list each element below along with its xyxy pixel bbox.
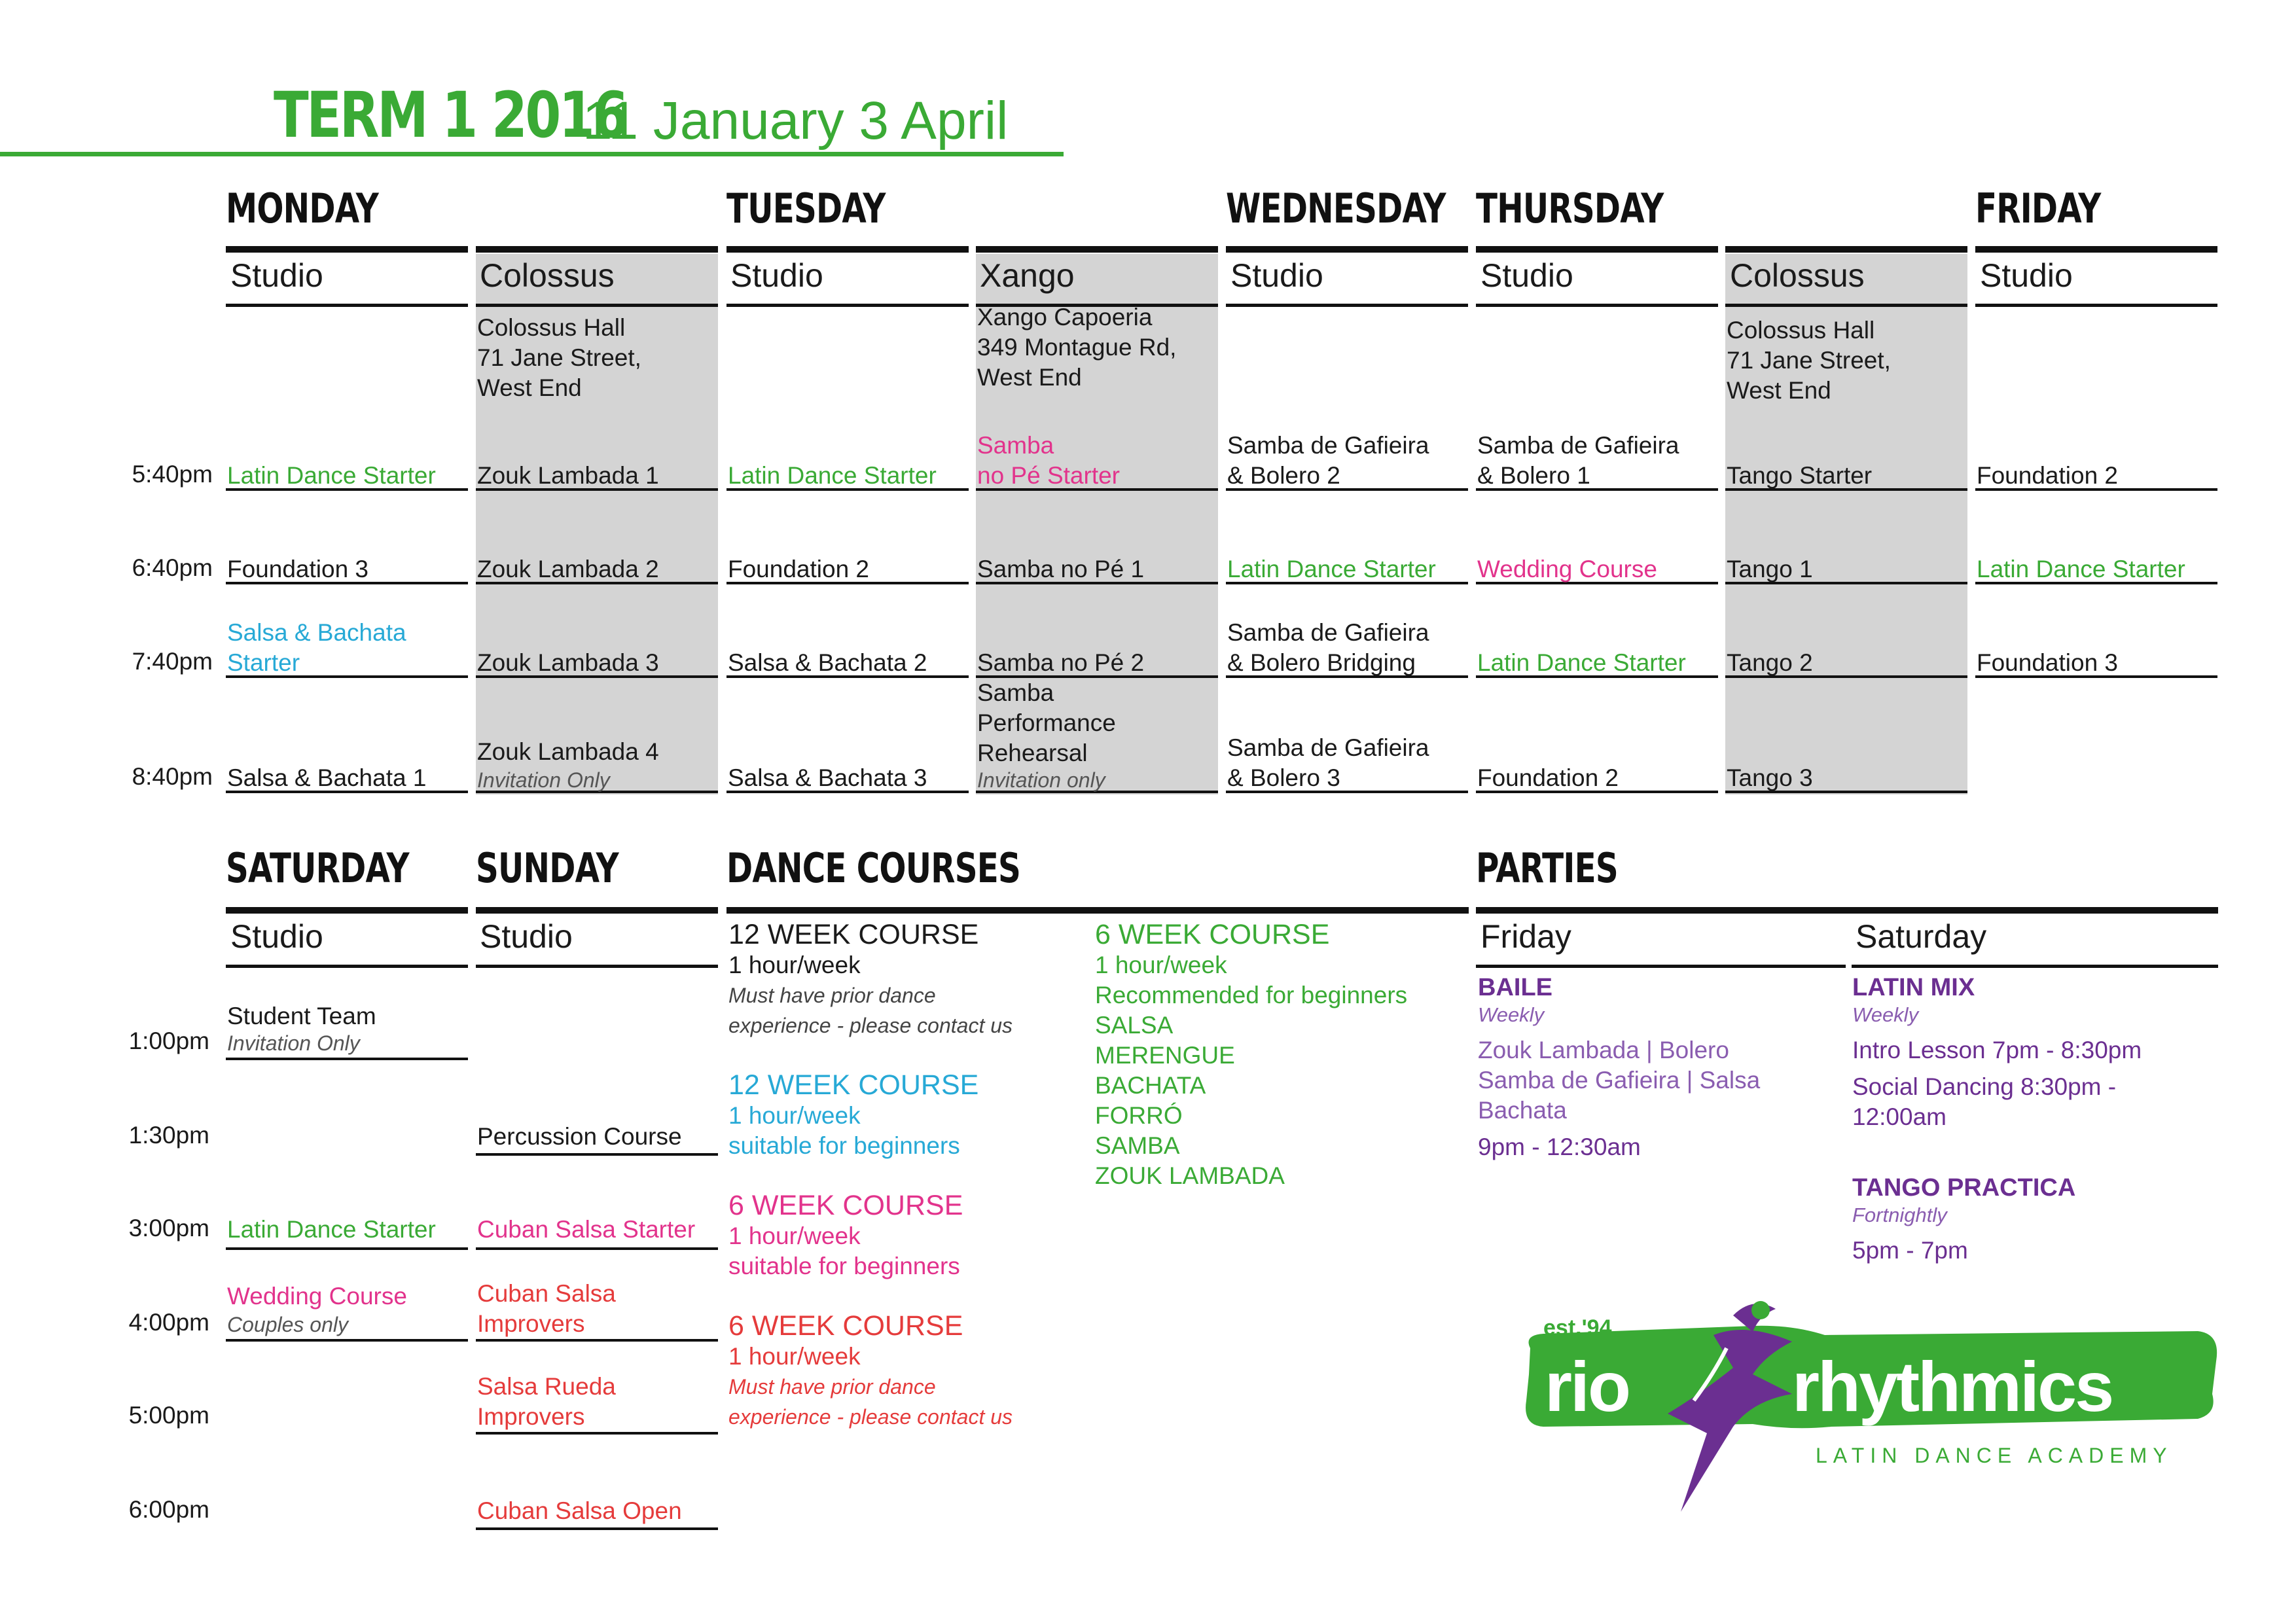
course-title: 6 WEEK COURSE <box>728 1190 963 1221</box>
class-line: Samba de Gafieira <box>1227 734 1429 761</box>
venue-colossus-thursday <box>1727 315 1891 406</box>
course-note: Recommended for beginners <box>1095 982 1408 1008</box>
venue-line: Xango Capoeria <box>977 304 1153 330</box>
course-note: Must have prior dance <box>728 984 936 1007</box>
class-line: Samba de Gafieira <box>1227 619 1429 646</box>
class-cell: Wedding Course <box>1477 556 1657 582</box>
course-hours: 1 hour/week <box>728 1222 861 1249</box>
venue-line: 71 Jane Street, <box>1727 347 1891 374</box>
class-line: Salsa Rueda <box>477 1373 616 1400</box>
col-wed-studio: Studio <box>1230 257 1323 294</box>
class-cell: Latin Dance Starter <box>1977 556 2185 582</box>
course-title: 12 WEEK COURSE <box>728 919 979 950</box>
course-style: FORRÓ <box>1095 1102 1183 1129</box>
party-styles: Zouk Lambada | Bolero <box>1478 1037 1729 1063</box>
col-mon-colossus: Colossus <box>480 257 615 294</box>
dance-courses-heading: DANCE COURSES <box>726 844 1021 892</box>
class-cell: Tango 1 <box>1727 556 1813 582</box>
rule-under-thu-colossus <box>1725 304 1967 307</box>
class-line: Cuban Salsa <box>477 1280 616 1307</box>
class-cell <box>477 1372 616 1432</box>
time-label: 3:00pm <box>128 1215 209 1241</box>
venue-line: Colossus Hall <box>477 314 626 341</box>
header-rule <box>0 152 1064 156</box>
class-line: Improvers <box>477 1403 585 1430</box>
class-cell <box>977 431 1120 491</box>
row-rule <box>476 1247 718 1250</box>
class-cell: Salsa & Bachata 2 <box>728 649 927 676</box>
class-cell: Latin Dance Starter <box>1477 649 1686 676</box>
class-cell: Foundation 2 <box>1977 462 2119 489</box>
course-note: experience - please contact us <box>728 1405 1013 1429</box>
party-styles: Samba de Gafieira | Salsa <box>1478 1067 1761 1094</box>
course-hours: 1 hour/week <box>728 1343 861 1370</box>
course-12wk-beginners <box>728 1069 978 1161</box>
course-style: BACHATA <box>1095 1072 1206 1099</box>
logo-tagline: LATIN DANCE ACADEMY <box>1816 1444 2173 1467</box>
rule-thu-colossus <box>1725 246 1967 253</box>
course-hours: 1 hour/week <box>728 952 861 978</box>
term-title: TERM 1 2016 <box>274 79 627 152</box>
course-note: Must have prior dance <box>728 1375 936 1399</box>
day-friday: FRIDAY <box>1975 185 2101 232</box>
class-cell: Zouk Lambada 2 <box>477 556 659 582</box>
rule-courses <box>726 907 1469 914</box>
class-line: Rehearsal <box>977 740 1088 766</box>
party-time: 9pm - 12:30am <box>1478 1133 1641 1160</box>
col-thu-colossus: Colossus <box>1730 257 1865 294</box>
rule-wed-studio <box>1226 246 1468 253</box>
class-cell: Foundation 3 <box>1977 649 2119 676</box>
class-line: Improvers <box>477 1310 585 1337</box>
time-label: 7:40pm <box>132 648 213 675</box>
time-label: 4:00pm <box>128 1309 209 1336</box>
time-label: 5:00pm <box>128 1402 209 1429</box>
class-note: Invitation Only <box>227 1031 360 1055</box>
rule-sun <box>476 907 718 914</box>
party-name: BAILE <box>1478 974 1552 1001</box>
party-name: LATIN MIX <box>1852 974 1975 1001</box>
day-thursday: THURSDAY <box>1476 185 1664 232</box>
row-rule <box>226 1339 468 1342</box>
party-frequency: Weekly <box>1478 1003 1545 1026</box>
rule-under-party-friday <box>1476 965 1846 968</box>
party-saturday-heading: Saturday <box>1856 918 1987 955</box>
course-note: experience - please contact us <box>728 1014 1013 1037</box>
rule-thu-studio <box>1476 246 1718 253</box>
class-cell <box>227 618 406 678</box>
course-6wk-experienced <box>728 1310 1013 1432</box>
party-baile <box>1478 972 1760 1162</box>
party-intro: Intro Lesson 7pm - 8:30pm <box>1852 1037 2142 1063</box>
course-6wk-styles <box>1095 919 1407 1191</box>
rule-under-thu-studio <box>1476 304 1718 307</box>
class-line: Samba de Gafieira <box>1227 432 1429 459</box>
day-wednesday: WEDNESDAY <box>1226 185 1446 232</box>
col-sat-studio: Studio <box>230 918 323 955</box>
day-sunday: SUNDAY <box>476 844 619 892</box>
venue-line: 349 Montague Rd, <box>977 334 1177 361</box>
venue-xango <box>977 302 1176 393</box>
row-rule <box>226 1058 468 1060</box>
class-cell: Latin Dance Starter <box>227 462 436 489</box>
time-label: 8:40pm <box>132 763 213 790</box>
rule-under-mon-colossus <box>476 304 718 307</box>
class-cell: Cuban Salsa Starter <box>477 1216 696 1243</box>
col-tue-xango: Xango <box>980 257 1075 294</box>
class-cell: Zouk Lambada 1 <box>477 462 659 489</box>
col-sun-studio: Studio <box>480 918 573 955</box>
class-note: Invitation only <box>977 768 1105 792</box>
rule-mon-studio <box>226 246 468 253</box>
class-line: Samba <box>977 432 1054 459</box>
rule-parties <box>1476 907 2218 914</box>
party-latin-mix <box>1852 972 2142 1266</box>
class-cell: Zouk Lambada 4 <box>477 738 659 765</box>
row-rule <box>476 1339 718 1342</box>
class-line: Samba <box>977 679 1054 706</box>
time-label: 5:40pm <box>132 461 213 488</box>
parties-heading: PARTIES <box>1476 844 1618 892</box>
rule-fri-studio <box>1975 246 2217 253</box>
rule-under-sun <box>476 965 718 968</box>
course-style: MERENGUE <box>1095 1042 1235 1069</box>
party-social: 12:00am <box>1852 1103 1946 1130</box>
class-line: Samba de Gafieira <box>1477 432 1679 459</box>
rule-under-tue-studio <box>726 304 969 307</box>
class-cell <box>1227 431 1429 491</box>
rule-mon-colossus <box>476 246 718 253</box>
course-note: suitable for beginners <box>728 1253 960 1279</box>
venue-line: West End <box>977 364 1082 391</box>
class-cell <box>977 678 1116 768</box>
party-frequency: Weekly <box>1852 1003 1919 1026</box>
rule-under-mon-studio <box>226 304 468 307</box>
rule-tue-studio <box>726 246 969 253</box>
col-mon-studio: Studio <box>230 257 323 294</box>
course-hours: 1 hour/week <box>728 1102 861 1129</box>
venue-line: Colossus Hall <box>1727 317 1875 344</box>
row-rule <box>476 1527 718 1530</box>
col-fri-studio: Studio <box>1980 257 2073 294</box>
class-cell: Samba no Pé 2 <box>977 649 1145 676</box>
course-6wk-beginners <box>728 1190 963 1281</box>
class-cell: Salsa & Bachata 1 <box>227 764 427 791</box>
day-monday: MONDAY <box>226 185 378 232</box>
class-cell: Salsa & Bachata 3 <box>728 764 927 791</box>
class-note: Couples only <box>227 1313 348 1336</box>
rule-under-party-saturday <box>1852 965 2218 968</box>
class-cell: Wedding Course <box>227 1283 407 1310</box>
class-line: Performance <box>977 709 1116 736</box>
row-rule <box>476 1432 718 1435</box>
class-line: Starter <box>227 649 300 676</box>
party-time: 5pm - 7pm <box>1852 1237 1968 1264</box>
class-cell: Foundation 2 <box>1477 764 1619 791</box>
class-cell: Percussion Course <box>477 1123 682 1150</box>
class-cell: Tango 2 <box>1727 649 1813 676</box>
class-line: & Bolero Bridging <box>1227 649 1416 676</box>
venue-colossus <box>477 313 641 403</box>
class-cell: Foundation 2 <box>728 556 870 582</box>
course-title: 6 WEEK COURSE <box>1095 919 1330 950</box>
class-note: Invitation Only <box>477 768 610 792</box>
term-dates: 11 January 3 April <box>583 91 1009 151</box>
time-label: 6:00pm <box>128 1496 209 1523</box>
class-cell: Cuban Salsa Open <box>477 1497 682 1524</box>
party-name: TANGO PRACTICA <box>1852 1174 2076 1202</box>
course-12wk-experienced <box>728 919 1013 1041</box>
rule-under-sat <box>226 965 468 968</box>
class-cell: Latin Dance Starter <box>1227 556 1436 582</box>
class-line: & Bolero 2 <box>1227 462 1340 489</box>
row-rule <box>476 1153 718 1156</box>
rule-under-wed-studio <box>1226 304 1468 307</box>
class-cell <box>477 1279 616 1339</box>
logo-word-rhythmics: rhythmics <box>1792 1347 2113 1426</box>
class-cell: Latin Dance Starter <box>227 1216 436 1243</box>
logo-est: est.'94 <box>1543 1315 1612 1340</box>
course-title: 12 WEEK COURSE <box>728 1069 979 1101</box>
col-thu-studio: Studio <box>1480 257 1573 294</box>
class-cell: Student Team <box>227 1003 376 1029</box>
venue-line: West End <box>477 374 582 401</box>
course-style: SAMBA <box>1095 1132 1180 1159</box>
class-cell: Samba no Pé 1 <box>977 556 1145 582</box>
venue-line: 71 Jane Street, <box>477 344 641 371</box>
party-friday-heading: Friday <box>1480 918 1571 955</box>
class-cell: Zouk Lambada 3 <box>477 649 659 676</box>
time-label: 6:40pm <box>132 554 213 581</box>
course-title: 6 WEEK COURSE <box>728 1310 963 1342</box>
class-cell: Tango 3 <box>1727 764 1813 791</box>
col-tue-studio: Studio <box>730 257 823 294</box>
party-frequency: Fortnightly <box>1852 1204 1947 1226</box>
party-styles: Bachata <box>1478 1097 1567 1124</box>
logo-word-rio: rio <box>1545 1347 1630 1426</box>
class-cell <box>1227 618 1429 678</box>
class-line: & Bolero 3 <box>1227 764 1340 791</box>
class-line: & Bolero 1 <box>1477 462 1590 489</box>
class-cell <box>1227 733 1429 793</box>
rio-rhythmics-logo <box>1517 1296 2224 1531</box>
time-label: 1:30pm <box>128 1122 209 1149</box>
day-saturday: SATURDAY <box>226 844 409 892</box>
day-tuesday: TUESDAY <box>726 185 886 232</box>
time-label: 1:00pm <box>128 1027 209 1054</box>
party-social: Social Dancing 8:30pm - <box>1852 1073 2117 1100</box>
course-hours: 1 hour/week <box>1095 952 1227 978</box>
class-cell: Tango Starter <box>1727 462 1873 489</box>
class-cell: Foundation 3 <box>227 556 369 582</box>
class-cell <box>1477 431 1679 491</box>
class-line: Salsa & Bachata <box>227 619 406 646</box>
course-style: SALSA <box>1095 1012 1174 1039</box>
course-style: ZOUK LAMBADA <box>1095 1162 1285 1189</box>
rule-tue-xango <box>976 246 1218 253</box>
course-note: suitable for beginners <box>728 1132 960 1159</box>
rule-sat <box>226 907 468 914</box>
class-line: no Pé Starter <box>977 462 1121 489</box>
class-cell: Latin Dance Starter <box>728 462 937 489</box>
venue-line: West End <box>1727 377 1831 404</box>
row-rule <box>226 1247 468 1250</box>
rule-under-fri-studio <box>1975 304 2217 307</box>
